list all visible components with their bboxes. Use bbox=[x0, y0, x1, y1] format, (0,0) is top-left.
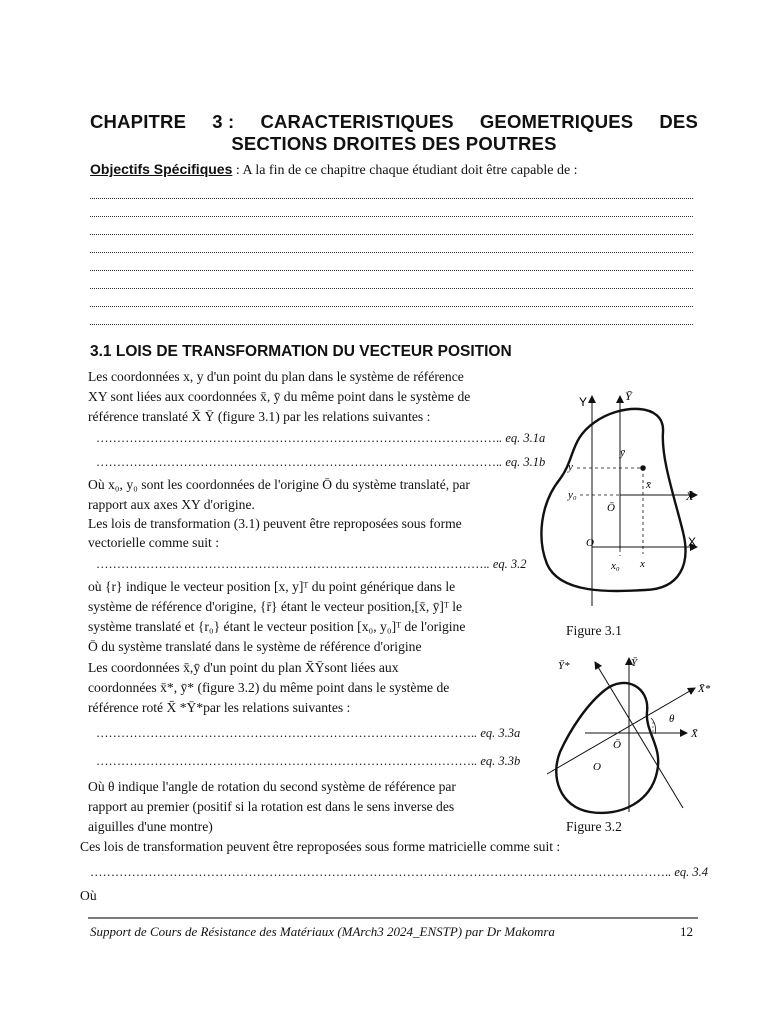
paragraph-line: vectorielle comme suit : bbox=[88, 535, 219, 550]
xstar-axis bbox=[547, 688, 695, 774]
label-Xbar: X̄ bbox=[686, 489, 694, 503]
equation-number: . eq. 3.3b bbox=[474, 754, 521, 768]
figure-1-caption: Figure 3.1 bbox=[566, 623, 622, 638]
paragraph-line: système translaté et {r₀} étant le vecteur position [x₀, y₀]ᵀ de l'origine bbox=[88, 619, 466, 634]
label-x: x bbox=[640, 558, 645, 570]
paragraph-line: aiguilles d'une montre) bbox=[88, 819, 213, 834]
blank-line bbox=[90, 288, 693, 291]
blank-line bbox=[90, 198, 693, 201]
paragraph-line: coordonnées x̄*, ȳ* (figure 3.2) du même point dans le système de bbox=[88, 680, 450, 695]
label-xbar: x̄ bbox=[646, 479, 651, 491]
paragraph-line: XY sont liées aux coordonnées x̄, ȳ du même point dans le système de bbox=[88, 389, 471, 404]
figure-3-2 bbox=[545, 652, 720, 822]
objectives bbox=[90, 161, 578, 179]
point bbox=[640, 465, 646, 471]
footer-rule bbox=[88, 917, 698, 919]
label-Obar: Ō bbox=[613, 739, 621, 751]
objectives-text: : A la fin de ce chapitre chaque étudiant doit être capable de : bbox=[232, 163, 578, 178]
figure-2-caption: Figure 3.2 bbox=[566, 819, 622, 834]
equation-placeholder: ……………………………………………………………………………….. eq. 3.3b bbox=[96, 754, 521, 768]
title-word: CARACTERISTIQUES bbox=[260, 111, 454, 132]
paragraph-line: système de référence d'origine, {r̄} étant le vecteur position,[x̄, ȳ]ᵀ le bbox=[88, 599, 463, 614]
paragraph-line: référence translaté X̄ Ȳ (figure 3.1) par les relations suivantes : bbox=[88, 409, 431, 424]
label-Ybar: Ȳ bbox=[625, 389, 632, 403]
page-number: 12 bbox=[680, 924, 693, 939]
paragraph-line: Où x₀, y₀ sont les coordonnées de l'origine Ō du système translaté, par bbox=[88, 477, 470, 492]
equation-placeholder: ………………………………………………………………………………….. eq. 3.2 bbox=[96, 557, 527, 571]
label-x0: x₀ bbox=[611, 560, 620, 572]
label-Xbar: X̄ bbox=[691, 728, 698, 740]
label-Ybar: Ȳ bbox=[631, 657, 638, 669]
blank-line bbox=[90, 324, 693, 327]
equation-placeholder: ………………………………………………………………………………………………………………………….. eq. 3.4 bbox=[90, 865, 709, 879]
label-Obar: Ō bbox=[607, 502, 615, 514]
paragraph-line: Ces lois de transformation peuvent être reproposées sous forme matricielle comme suit : bbox=[80, 839, 561, 854]
section-title: 3.1 LOIS DE TRANSFORMATION DU VECTEUR POSITION bbox=[90, 343, 512, 360]
label-Y: Y bbox=[578, 395, 587, 409]
chapter-title-line-1 bbox=[90, 111, 698, 133]
paragraph-line: référence roté X̄ *Ȳ*par les relations suivantes : bbox=[88, 700, 351, 715]
equation-placeholder: ……………………………………………………………………………….. eq. 3.3a bbox=[96, 726, 521, 740]
label-ybar: ȳ bbox=[620, 447, 625, 459]
paragraph-line: Où θ indique l'angle de rotation du second système de référence par bbox=[88, 779, 456, 794]
paragraph-line: Les lois de transformation (3.1) peuvent être reproposées sous forme bbox=[88, 516, 462, 531]
title-word: CHAPITRE bbox=[90, 111, 187, 132]
footer-text: Support de Cours de Résistance des Matériaux (MArch3 2024_ENSTP) par Dr Makomra bbox=[90, 924, 555, 939]
label-theta: θ bbox=[669, 713, 675, 725]
figure-3-1 bbox=[525, 384, 710, 624]
label-Xstar: X̄* bbox=[698, 683, 711, 695]
label-O: O bbox=[586, 537, 594, 549]
paragraph-line: rapport aux axes XY d'origine. bbox=[88, 497, 255, 512]
label-X: X bbox=[688, 535, 697, 549]
blank-line bbox=[90, 270, 693, 273]
blank-line bbox=[90, 216, 693, 219]
equation-number: . eq. 3.1b bbox=[499, 455, 546, 469]
equation-number: . eq. 3.1a bbox=[499, 431, 546, 445]
title-word: DES bbox=[659, 111, 698, 132]
objectives-label: Objectifs Spécifiques bbox=[90, 161, 233, 177]
blank-line bbox=[90, 234, 693, 237]
paragraph-line: Où bbox=[80, 888, 97, 903]
paragraph-line: Les coordonnées x̄,ȳ d'un point du plan X̄Ȳsont liées aux bbox=[88, 660, 399, 675]
section-outline bbox=[556, 683, 658, 813]
label-O: O bbox=[593, 761, 601, 773]
label-y: y bbox=[568, 461, 573, 473]
label-Ystar: Ȳ* bbox=[558, 660, 570, 672]
ystar-axis bbox=[595, 662, 683, 808]
paragraph-line: rapport au premier (positif si la rotation est dans le sens inverse des bbox=[88, 799, 455, 814]
equation-placeholder: …………………………………………………………………………………….. eq. 3.1a bbox=[96, 431, 546, 445]
equation-number: . eq. 3.2 bbox=[486, 557, 527, 571]
chapter-title-line-2: SECTIONS DROITES DES POUTRES bbox=[231, 133, 557, 154]
title-word: 3 : bbox=[212, 111, 235, 132]
blank-line bbox=[90, 306, 693, 309]
paragraph-line: où {r} indique le vecteur position [x, y]ᵀ du point générique dans le bbox=[88, 579, 456, 594]
label-y0: y₀ bbox=[568, 489, 577, 501]
equation-number: . eq. 3.4 bbox=[668, 865, 709, 879]
blank-line bbox=[90, 252, 693, 255]
paragraph-line: Ō du système translaté dans le système de référence d'origine bbox=[88, 639, 422, 654]
title-word: GEOMETRIQUES bbox=[479, 111, 634, 132]
equation-placeholder: …………………………………………………………………………………….. eq. 3.1b bbox=[96, 455, 546, 469]
equation-number: . eq. 3.3a bbox=[474, 726, 521, 740]
paragraph-line: Les coordonnées x, y d'un point du plan dans le système de référence bbox=[88, 369, 464, 384]
